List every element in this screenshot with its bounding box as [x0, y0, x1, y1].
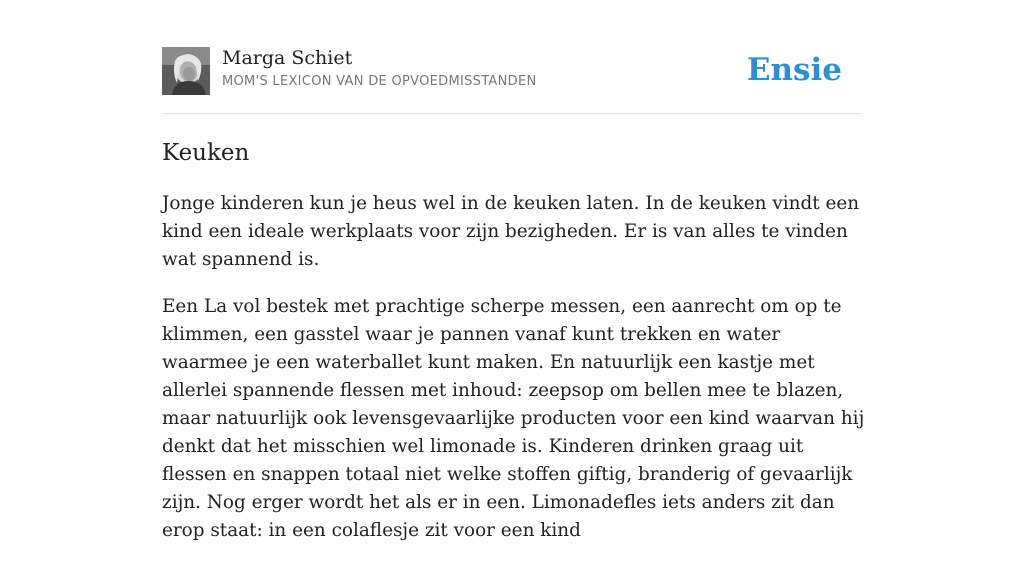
ensie-logo[interactable]: Ensie — [746, 52, 842, 88]
author-avatar-image — [162, 47, 210, 95]
article-header — [162, 46, 862, 96]
article-paragraph: Jonge kinderen kun je heus wel in de keuken laten. In de keuken vindt een kind een ideale werkplaats voor zijn bezigheden. Er is van alles te vinden wat spannend is. — [162, 193, 860, 270]
author-name[interactable]: Marga Schiet — [222, 47, 353, 69]
article-paragraph: Een La vol bestek met prachtige scherpe messen, een aanrecht om op te klimmen, een gasstel waar je pannen vanaf kunt trekken en water waarmee je een waterballet kunt maken. En natuurlijk een kastje met allerlei spannende flessen met inhoud: zeepsop om bellen mee te blazen, maar natuurlijk ook levensgevaarlijke producten voor een kind waarvan hij denkt dat het misschien wel limonade is. Kinderen drinken graag uit flessen en snappen totaal niet welke stoffen giftig, branderig of gevaarlijk zijn. Nog erger wordt het als er in een. Limonadefles iets anders zit dan erop staat: in een colaflesje zit voor een kind — [162, 296, 865, 541]
author-avatar[interactable] — [162, 47, 210, 95]
article-title: Keuken — [162, 140, 250, 166]
header-divider — [162, 113, 862, 114]
publication-name[interactable]: MOM'S LEXICON VAN DE OPVOEDMISSTANDEN — [222, 74, 537, 89]
article-body — [162, 190, 866, 564]
